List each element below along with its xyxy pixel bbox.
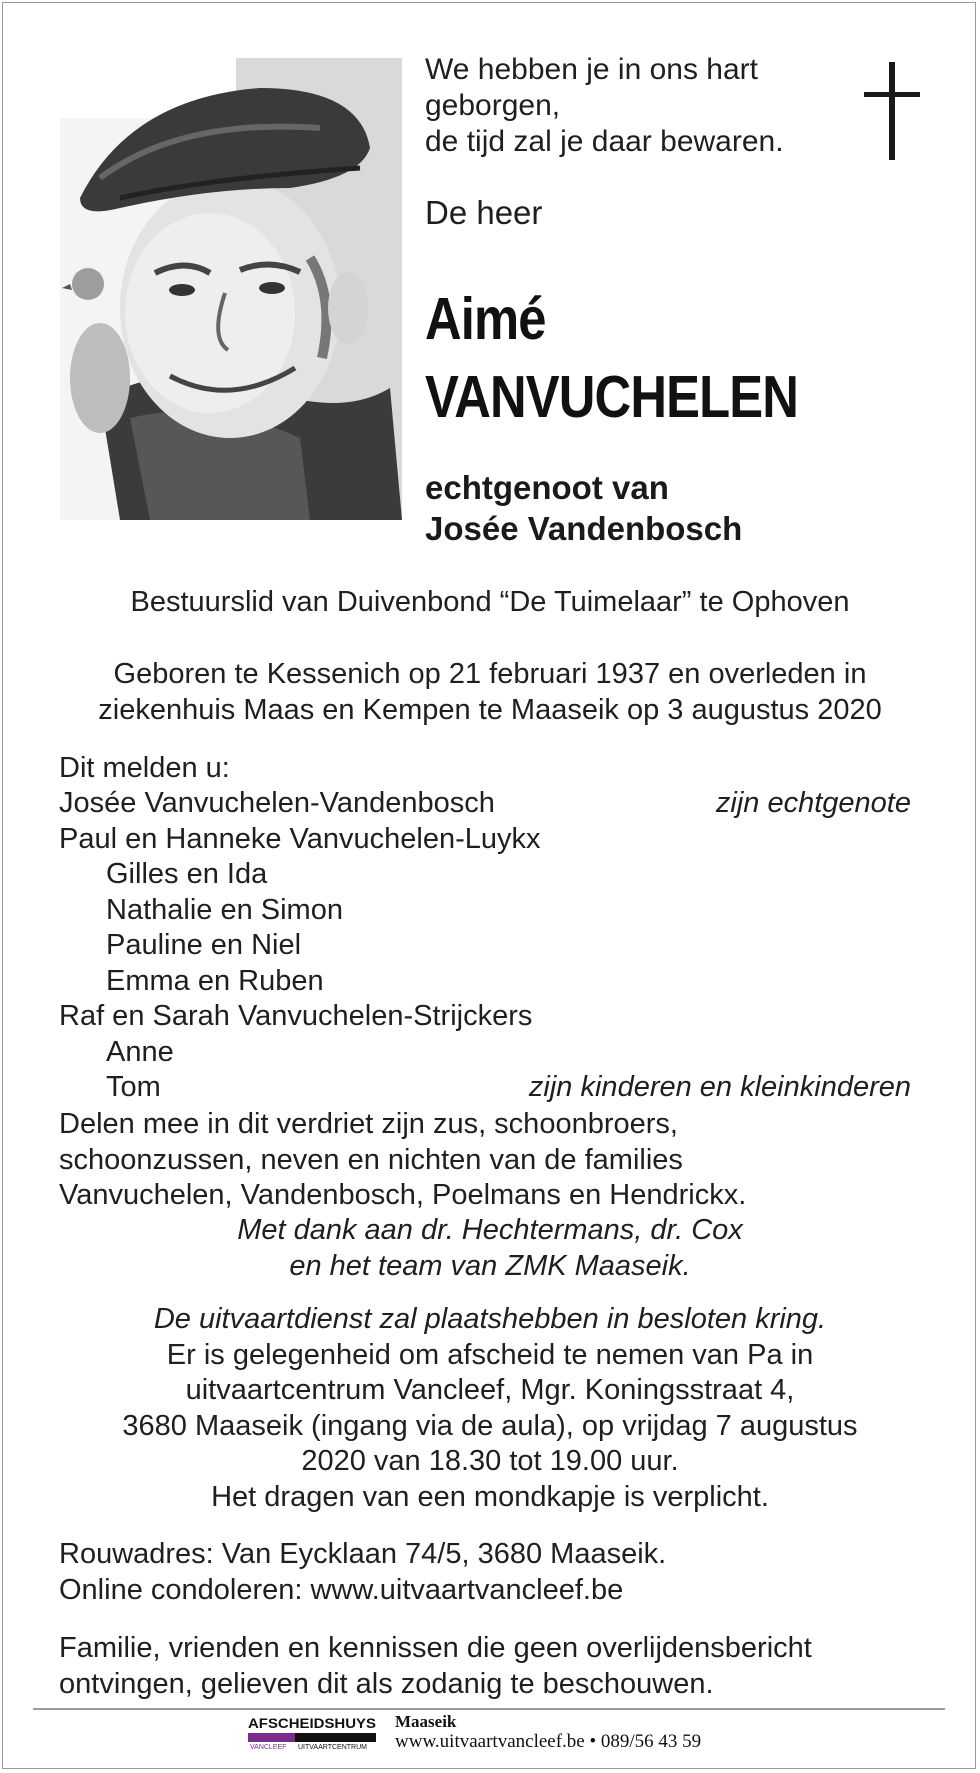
service-line: uitvaartcentrum Vancleef, Mgr. Koningsstraat 4,: [185, 1374, 795, 1406]
family-row: [59, 928, 911, 964]
spouse-label: echtgenoot van: [425, 469, 669, 506]
memorial-poem: [425, 52, 784, 160]
spouse-name: Josée Vandenbosch: [425, 510, 743, 547]
first-name: Aimé: [425, 286, 546, 352]
birth-death-line: Geboren te Kessenich op 21 februari 1937 en overleden in: [113, 658, 867, 690]
family-row: [59, 964, 911, 1000]
thanks-line: en het team van ZMK Maaseik.: [289, 1249, 691, 1282]
family-member-name: Emma en Ruben: [106, 964, 324, 997]
thanks-text: [0, 1213, 980, 1284]
logo-top-text: AFSCHEIDSHUYS: [248, 1715, 376, 1731]
funeral-home-logo: [246, 1713, 378, 1751]
portrait-illustration: [60, 58, 402, 520]
thanks-line: Met dank aan dr. Hechtermans, dr. Cox: [237, 1214, 743, 1246]
family-member-name: Nathalie en Simon: [106, 893, 343, 926]
cross-icon: [864, 62, 920, 160]
role-line: Bestuurslid van Duivenbond “De Tuimelaar” te Ophoven: [130, 586, 850, 618]
service-info: [0, 1302, 980, 1515]
family-row: [59, 999, 911, 1035]
closing-line: ontvingen, gelieven dit als zodanig te beschouwen.: [59, 1667, 714, 1700]
closing-note: [59, 1631, 812, 1702]
service-line: Het dragen van een mondkapje is verplicht.: [211, 1480, 769, 1513]
mourning-address: Rouwadres: Van Eycklaan 74/5, 3680 Maaseik.: [59, 1538, 667, 1570]
family-member-name: Anne: [106, 1035, 174, 1068]
family-member-name: Tom: [106, 1071, 161, 1103]
family-member-name: Raf en Sarah Vanvuchelen-Strijckers: [59, 1000, 533, 1032]
footer-contact: www.uitvaartvancleef.be • 089/56 43 59: [395, 1731, 702, 1752]
honorific: De heer: [425, 194, 543, 231]
footer-city: Maaseik: [395, 1712, 457, 1731]
family-row: [59, 893, 911, 929]
family-row: [59, 857, 911, 893]
address-info: [59, 1537, 666, 1608]
poem-line: de tijd zal je daar bewaren.: [425, 125, 784, 158]
family-member-name: Gilles en Ida: [106, 858, 268, 890]
poem-line: geborgen,: [425, 89, 561, 122]
family-relation: zijn echtgenote: [715, 787, 911, 819]
family-row: [59, 1035, 911, 1071]
family-relation: zijn kinderen en kleinkinderen: [528, 1071, 911, 1103]
service-line: 2020 van 18.30 tot 19.00 uur.: [301, 1445, 679, 1477]
poem-line: We hebben je in ons hart: [425, 53, 759, 86]
service-line: Er is gelegenheid om afscheid te nemen van Pa in: [166, 1338, 814, 1371]
closing-line: Familie, vrienden en kennissen die geen overlijdensbericht: [59, 1632, 812, 1664]
sharing-line: schoonzussen, neven en nichten van de families: [59, 1143, 683, 1176]
sharing-line: Delen mee in dit verdriet zijn zus, schoonbroers,: [59, 1108, 678, 1140]
sharing-text: [59, 1107, 746, 1214]
spouse-info: [425, 467, 742, 549]
deceased-name: [425, 280, 798, 436]
family-row: [59, 1070, 911, 1106]
logo-right-text: UITVAARTCENTRUM: [298, 1744, 367, 1751]
announce-intro: Dit melden u:: [59, 752, 230, 784]
service-line: 3680 Maaseik (ingang via de aula), op vrijdag 7 augustus: [122, 1409, 858, 1442]
last-name: VANVUCHELEN: [425, 364, 798, 430]
family-member-name: Pauline en Niel: [106, 929, 302, 961]
family-member-name: Paul en Hanneke Vanvuchelen-Luykx: [59, 822, 541, 855]
family-row: [59, 786, 911, 822]
birth-death-line: ziekenhuis Maas en Kempen te Maaseik op 3 augustus 2020: [98, 693, 882, 726]
sharing-line: Vanvuchelen, Vandenbosch, Poelmans en Hendrickx.: [59, 1179, 747, 1211]
family-member-name: Josée Vanvuchelen-Vandenbosch: [59, 787, 495, 819]
footer-divider: [33, 1708, 945, 1710]
service-italic-line: De uitvaartdienst zal plaatshebben in besloten kring.: [153, 1303, 827, 1335]
online-condolences: Online condoleren: www.uitvaartvancleef.be: [59, 1573, 624, 1606]
birth-death: [0, 657, 980, 728]
logo-left-text: VANCLEEF: [250, 1744, 287, 1751]
family-row: [59, 822, 911, 858]
